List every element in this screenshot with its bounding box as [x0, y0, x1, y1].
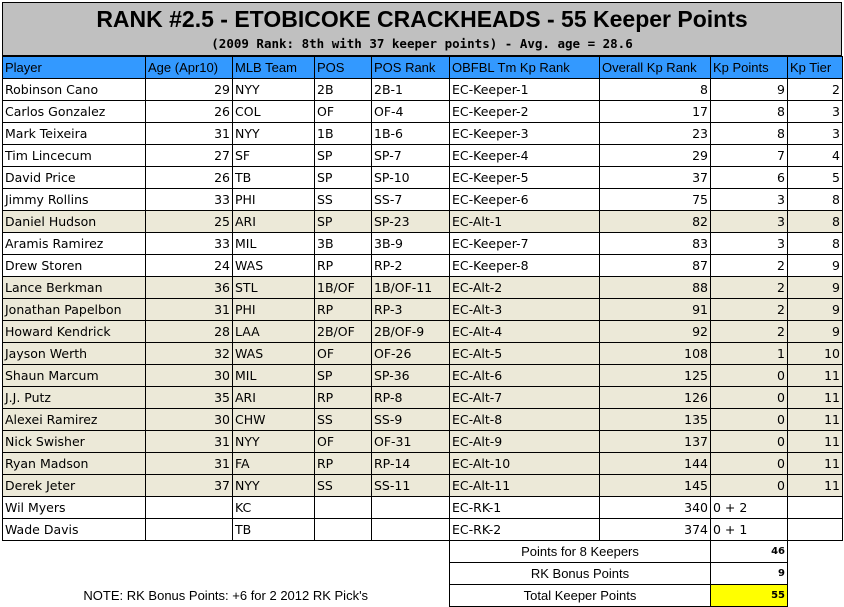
tm-kp-rank-cell[interactable]: EC-Alt-8	[450, 409, 600, 431]
pos-cell[interactable]: 3B	[315, 233, 372, 255]
kp-tier-cell[interactable]: 9	[788, 277, 843, 299]
player-cell[interactable]: Mark Teixeira	[3, 123, 146, 145]
kp-tier-cell[interactable]: 9	[788, 299, 843, 321]
kp-points-cell[interactable]: 0	[711, 409, 788, 431]
team-cell[interactable]: MIL	[233, 365, 315, 387]
pos-rank-cell[interactable]: SS-9	[372, 409, 450, 431]
pos-cell[interactable]: 2B	[315, 79, 372, 101]
table-row	[3, 277, 843, 299]
age-cell[interactable]: 36	[146, 277, 233, 299]
pos-rank-cell[interactable]: 1B/OF-11	[372, 277, 450, 299]
kp-tier-cell[interactable]: 11	[788, 409, 843, 431]
kp-points-cell[interactable]: 3	[711, 211, 788, 233]
note-text: NOTE: RK Bonus Points: +6 for 2 2012 RK Pick's	[83, 588, 369, 603]
kp-points-cell[interactable]: 0	[711, 387, 788, 409]
table-row	[3, 101, 843, 123]
summary-label: RK Bonus Points	[450, 563, 711, 585]
spreadsheet	[2, 2, 842, 605]
tm-kp-rank-cell[interactable]: EC-Keeper-6	[450, 189, 600, 211]
table-row	[3, 79, 843, 101]
player-cell[interactable]: Robinson Cano	[3, 79, 146, 101]
tm-kp-rank-cell[interactable]: EC-RK-2	[450, 519, 600, 541]
player-cell[interactable]: Ryan Madson	[3, 453, 146, 475]
pos-cell[interactable]: SP	[315, 167, 372, 189]
kp-tier-cell[interactable]: 11	[788, 475, 843, 497]
player-cell[interactable]: Jonathan Papelbon	[3, 299, 146, 321]
team-cell[interactable]: NYY	[233, 123, 315, 145]
overall-kp-rank-cell[interactable]: 126	[600, 387, 711, 409]
tm-kp-rank-cell[interactable]: EC-RK-1	[450, 497, 600, 519]
summary-label: Total Keeper Points	[450, 585, 711, 607]
overall-kp-rank-cell[interactable]: 108	[600, 343, 711, 365]
pos-rank-cell[interactable]: OF-4	[372, 101, 450, 123]
sheet-subtitle: (2009 Rank: 8th with 37 keeper points) - Avg. age = 28.6	[2, 35, 842, 56]
age-cell[interactable]	[146, 519, 233, 541]
tm-kp-rank-cell[interactable]: EC-Alt-7	[450, 387, 600, 409]
player-cell[interactable]: Alexei Ramirez	[3, 409, 146, 431]
pos-rank-cell[interactable]: SP-23	[372, 211, 450, 233]
pos-rank-cell[interactable]: 1B-6	[372, 123, 450, 145]
col-header-pos-rank[interactable]: POS Rank	[372, 57, 450, 79]
total-keeper-points-value[interactable]: 55	[711, 585, 788, 607]
table-row	[3, 299, 843, 321]
overall-kp-rank-cell[interactable]: 87	[600, 255, 711, 277]
age-cell[interactable]: 29	[146, 79, 233, 101]
col-header-kp-tier[interactable]: Kp Tier	[788, 57, 843, 79]
col-header-tm-kp-rank[interactable]: OBFBL Tm Kp Rank	[450, 57, 600, 79]
pos-rank-cell[interactable]	[372, 519, 450, 541]
team-cell[interactable]: FA	[233, 453, 315, 475]
pos-cell[interactable]: RP	[315, 255, 372, 277]
tm-kp-rank-cell[interactable]: EC-Alt-4	[450, 321, 600, 343]
team-cell[interactable]: NYY	[233, 431, 315, 453]
pos-cell[interactable]: SS	[315, 409, 372, 431]
team-cell[interactable]: PHI	[233, 189, 315, 211]
table-row	[3, 365, 843, 387]
overall-kp-rank-cell[interactable]: 374	[600, 519, 711, 541]
pos-rank-cell[interactable]: 2B-1	[372, 79, 450, 101]
sheet-title: RANK #2.5 - ETOBICOKE CRACKHEADS - 55 Keeper Points	[2, 2, 842, 35]
pos-rank-cell[interactable]: OF-31	[372, 431, 450, 453]
pos-rank-cell[interactable]: SP-36	[372, 365, 450, 387]
team-cell[interactable]: CHW	[233, 409, 315, 431]
kp-tier-cell[interactable]: 2	[788, 79, 843, 101]
player-cell[interactable]: Aramis Ramirez	[3, 233, 146, 255]
pos-rank-cell[interactable]: RP-14	[372, 453, 450, 475]
table-row	[3, 211, 843, 233]
kp-points-cell[interactable]: 0	[711, 365, 788, 387]
summary-label: Points for 8 Keepers	[450, 541, 711, 563]
tm-kp-rank-cell[interactable]: EC-Keeper-2	[450, 101, 600, 123]
tm-kp-rank-cell[interactable]: EC-Alt-11	[450, 475, 600, 497]
pos-cell[interactable]	[315, 497, 372, 519]
pos-cell[interactable]: OF	[315, 101, 372, 123]
age-cell[interactable]: 37	[146, 475, 233, 497]
kp-tier-cell[interactable]: 4	[788, 145, 843, 167]
overall-kp-rank-cell[interactable]: 340	[600, 497, 711, 519]
kp-points-cell[interactable]: 2	[711, 277, 788, 299]
tm-kp-rank-cell[interactable]: EC-Keeper-7	[450, 233, 600, 255]
age-cell[interactable]: 24	[146, 255, 233, 277]
pos-rank-cell[interactable]: OF-26	[372, 343, 450, 365]
overall-kp-rank-cell[interactable]: 144	[600, 453, 711, 475]
pos-cell[interactable]: 1B	[315, 123, 372, 145]
overall-kp-rank-cell[interactable]: 91	[600, 299, 711, 321]
keeper-table	[2, 56, 843, 607]
tm-kp-rank-cell[interactable]: EC-Alt-3	[450, 299, 600, 321]
tm-kp-rank-cell[interactable]: EC-Keeper-3	[450, 123, 600, 145]
summary-row-bonus	[3, 563, 843, 585]
age-cell[interactable]: 28	[146, 321, 233, 343]
pos-cell[interactable]: SS	[315, 189, 372, 211]
pos-cell[interactable]: RP	[315, 453, 372, 475]
pos-cell[interactable]: RP	[315, 299, 372, 321]
kp-points-cell[interactable]: 0	[711, 431, 788, 453]
overall-kp-rank-cell[interactable]: 125	[600, 365, 711, 387]
team-cell[interactable]: ARI	[233, 387, 315, 409]
table-row	[3, 145, 843, 167]
age-cell[interactable]: 35	[146, 387, 233, 409]
col-header-kp-points[interactable]: Kp Points	[711, 57, 788, 79]
player-cell[interactable]: Lance Berkman	[3, 277, 146, 299]
player-cell[interactable]: J.J. Putz	[3, 387, 146, 409]
pos-cell[interactable]: OF	[315, 343, 372, 365]
player-cell[interactable]: Nick Swisher	[3, 431, 146, 453]
age-cell[interactable]: 27	[146, 145, 233, 167]
team-cell[interactable]: PHI	[233, 299, 315, 321]
pos-rank-cell[interactable]: RP-2	[372, 255, 450, 277]
kp-points-cell[interactable]: 2	[711, 255, 788, 277]
player-cell[interactable]: David Price	[3, 167, 146, 189]
table-row	[3, 497, 843, 519]
team-cell[interactable]: SF	[233, 145, 315, 167]
kp-points-cell[interactable]: 0 + 2	[711, 497, 788, 519]
pos-cell[interactable]	[315, 519, 372, 541]
summary-value[interactable]: 9	[711, 563, 788, 585]
age-cell[interactable]	[146, 497, 233, 519]
table-row	[3, 453, 843, 475]
pos-cell[interactable]: SP	[315, 145, 372, 167]
table-row	[3, 321, 843, 343]
team-cell[interactable]: LAA	[233, 321, 315, 343]
player-cell[interactable]: Wil Myers	[3, 497, 146, 519]
team-cell[interactable]: WAS	[233, 255, 315, 277]
pos-rank-cell[interactable]: 2B/OF-9	[372, 321, 450, 343]
table-row	[3, 255, 843, 277]
age-cell[interactable]: 30	[146, 409, 233, 431]
kp-tier-cell[interactable]: 9	[788, 255, 843, 277]
pos-rank-cell[interactable]	[372, 497, 450, 519]
age-cell[interactable]: 32	[146, 343, 233, 365]
overall-kp-rank-cell[interactable]: 88	[600, 277, 711, 299]
kp-tier-cell[interactable]: 5	[788, 167, 843, 189]
tm-kp-rank-cell[interactable]: EC-Alt-2	[450, 277, 600, 299]
team-cell[interactable]: NYY	[233, 79, 315, 101]
overall-kp-rank-cell[interactable]: 82	[600, 211, 711, 233]
overall-kp-rank-cell[interactable]: 75	[600, 189, 711, 211]
header-row	[3, 57, 843, 79]
overall-kp-rank-cell[interactable]: 29	[600, 145, 711, 167]
summary-value[interactable]: 46	[711, 541, 788, 563]
team-cell[interactable]: ARI	[233, 211, 315, 233]
team-cell[interactable]: NYY	[233, 475, 315, 497]
table-row	[3, 189, 843, 211]
tm-kp-rank-cell[interactable]: EC-Alt-10	[450, 453, 600, 475]
pos-cell[interactable]: 1B/OF	[315, 277, 372, 299]
age-cell[interactable]: 26	[146, 101, 233, 123]
team-cell[interactable]: STL	[233, 277, 315, 299]
col-header-overall-kp-rank[interactable]: Overall Kp Rank	[600, 57, 711, 79]
player-cell[interactable]: Daniel Hudson	[3, 211, 146, 233]
age-cell[interactable]: 26	[146, 167, 233, 189]
kp-points-cell[interactable]: 0	[711, 475, 788, 497]
age-cell[interactable]: 33	[146, 233, 233, 255]
overall-kp-rank-cell[interactable]: 37	[600, 167, 711, 189]
age-cell[interactable]: 33	[146, 189, 233, 211]
table-row	[3, 519, 843, 541]
table-row	[3, 387, 843, 409]
player-cell[interactable]: Jimmy Rollins	[3, 189, 146, 211]
player-cell[interactable]: Carlos Gonzalez	[3, 101, 146, 123]
team-cell[interactable]: KC	[233, 497, 315, 519]
pos-rank-cell[interactable]: SS-7	[372, 189, 450, 211]
player-cell[interactable]: Jayson Werth	[3, 343, 146, 365]
table-row	[3, 233, 843, 255]
pos-cell[interactable]: 2B/OF	[315, 321, 372, 343]
pos-cell[interactable]: RP	[315, 387, 372, 409]
kp-tier-cell[interactable]: 8	[788, 189, 843, 211]
table-row	[3, 475, 843, 497]
age-cell[interactable]: 31	[146, 123, 233, 145]
table-row	[3, 343, 843, 365]
pos-rank-cell[interactable]: SP-7	[372, 145, 450, 167]
player-cell[interactable]: Shaun Marcum	[3, 365, 146, 387]
overall-kp-rank-cell[interactable]: 17	[600, 101, 711, 123]
kp-tier-cell[interactable]: 11	[788, 453, 843, 475]
tm-kp-rank-cell[interactable]: EC-Alt-6	[450, 365, 600, 387]
kp-points-cell[interactable]: 0	[711, 453, 788, 475]
overall-kp-rank-cell[interactable]: 8	[600, 79, 711, 101]
tm-kp-rank-cell[interactable]: EC-Keeper-5	[450, 167, 600, 189]
kp-tier-cell[interactable]: 10	[788, 343, 843, 365]
kp-points-cell[interactable]: 6	[711, 167, 788, 189]
player-cell[interactable]: Wade Davis	[3, 519, 146, 541]
age-cell[interactable]: 31	[146, 299, 233, 321]
table-row	[3, 123, 843, 145]
kp-tier-cell[interactable]: 3	[788, 123, 843, 145]
tm-kp-rank-cell[interactable]: EC-Alt-9	[450, 431, 600, 453]
kp-points-cell[interactable]: 0 + 1	[711, 519, 788, 541]
table-row	[3, 409, 843, 431]
kp-tier-cell[interactable]: 11	[788, 431, 843, 453]
pos-cell[interactable]: SP	[315, 365, 372, 387]
age-cell[interactable]: 30	[146, 365, 233, 387]
kp-tier-cell[interactable]	[788, 497, 843, 519]
col-header-team[interactable]: MLB Team	[233, 57, 315, 79]
table-row	[3, 431, 843, 453]
team-cell[interactable]: WAS	[233, 343, 315, 365]
pos-rank-cell[interactable]: SP-10	[372, 167, 450, 189]
overall-kp-rank-cell[interactable]: 137	[600, 431, 711, 453]
tm-kp-rank-cell[interactable]: EC-Alt-5	[450, 343, 600, 365]
kp-points-cell[interactable]: 3	[711, 189, 788, 211]
team-cell[interactable]: MIL	[233, 233, 315, 255]
overall-kp-rank-cell[interactable]: 23	[600, 123, 711, 145]
summary-row-keepers	[3, 541, 843, 563]
table-row	[3, 167, 843, 189]
player-cell[interactable]: Howard Kendrick	[3, 321, 146, 343]
tm-kp-rank-cell[interactable]: EC-Keeper-1	[450, 79, 600, 101]
pos-cell[interactable]: SP	[315, 211, 372, 233]
team-cell[interactable]: TB	[233, 167, 315, 189]
age-cell[interactable]: 31	[146, 453, 233, 475]
kp-tier-cell[interactable]: 11	[788, 387, 843, 409]
col-header-age[interactable]: Age (Apr10)	[146, 57, 233, 79]
kp-tier-cell[interactable]	[788, 519, 843, 541]
pos-cell[interactable]: OF	[315, 431, 372, 453]
age-cell[interactable]: 31	[146, 431, 233, 453]
tm-kp-rank-cell[interactable]: EC-Alt-1	[450, 211, 600, 233]
kp-tier-cell[interactable]: 8	[788, 233, 843, 255]
kp-points-cell[interactable]: 8	[711, 101, 788, 123]
pos-rank-cell[interactable]: RP-8	[372, 387, 450, 409]
overall-kp-rank-cell[interactable]: 135	[600, 409, 711, 431]
pos-rank-cell[interactable]: RP-3	[372, 299, 450, 321]
summary-row-total	[3, 585, 843, 607]
kp-points-cell[interactable]: 9	[711, 79, 788, 101]
tm-kp-rank-cell[interactable]: EC-Keeper-4	[450, 145, 600, 167]
player-cell[interactable]: Drew Storen	[3, 255, 146, 277]
kp-tier-cell[interactable]: 3	[788, 101, 843, 123]
player-cell[interactable]: Tim Lincecum	[3, 145, 146, 167]
kp-points-cell[interactable]: 1	[711, 343, 788, 365]
overall-kp-rank-cell[interactable]: 145	[600, 475, 711, 497]
kp-tier-cell[interactable]: 9	[788, 321, 843, 343]
kp-points-cell[interactable]: 3	[711, 233, 788, 255]
overall-kp-rank-cell[interactable]: 92	[600, 321, 711, 343]
pos-rank-cell[interactable]: 3B-9	[372, 233, 450, 255]
team-cell[interactable]: TB	[233, 519, 315, 541]
kp-points-cell[interactable]: 2	[711, 299, 788, 321]
col-header-pos[interactable]: POS	[315, 57, 372, 79]
kp-points-cell[interactable]: 8	[711, 123, 788, 145]
col-header-player[interactable]: Player	[3, 57, 146, 79]
kp-points-cell[interactable]: 7	[711, 145, 788, 167]
team-cell[interactable]: COL	[233, 101, 315, 123]
kp-points-cell[interactable]: 2	[711, 321, 788, 343]
pos-rank-cell[interactable]: SS-11	[372, 475, 450, 497]
age-cell[interactable]: 25	[146, 211, 233, 233]
kp-tier-cell[interactable]: 8	[788, 211, 843, 233]
overall-kp-rank-cell[interactable]: 83	[600, 233, 711, 255]
tm-kp-rank-cell[interactable]: EC-Keeper-8	[450, 255, 600, 277]
pos-cell[interactable]: SS	[315, 475, 372, 497]
kp-tier-cell[interactable]: 11	[788, 365, 843, 387]
player-cell[interactable]: Derek Jeter	[3, 475, 146, 497]
